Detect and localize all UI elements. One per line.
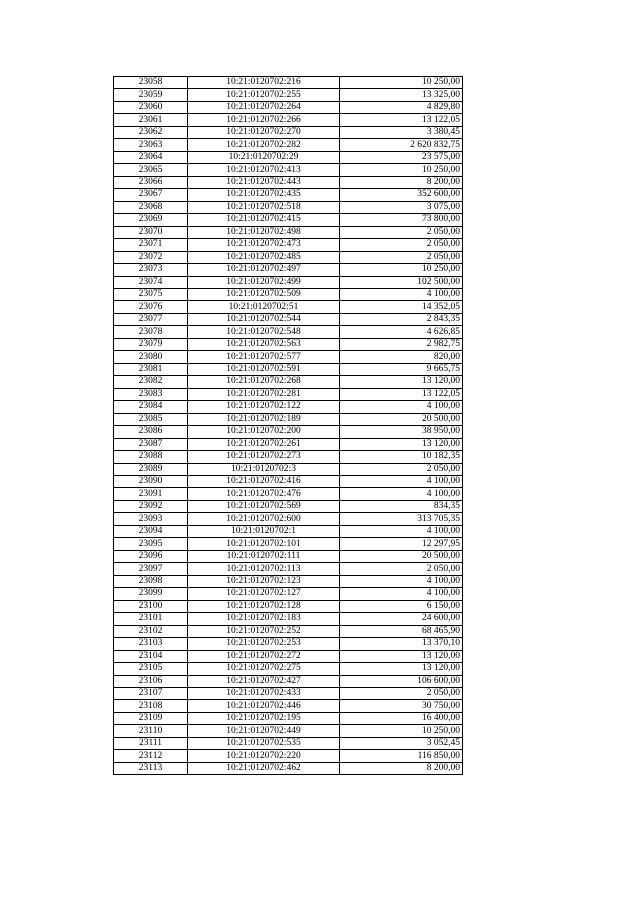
cadastral-number-cell: 10:21:0120702:272 [188, 650, 340, 662]
table-row [114, 276, 463, 288]
cadastral-number-cell: 10:21:0120702:591 [188, 363, 340, 375]
value-cell: 820,00 [340, 351, 463, 363]
cadastral-number-cell: 10:21:0120702:548 [188, 326, 340, 338]
table-row [114, 301, 463, 313]
cadastral-number-cell: 10:21:0120702:264 [188, 101, 340, 113]
row-number-cell: 23085 [114, 413, 188, 425]
cadastral-number-cell: 10:21:0120702:282 [188, 139, 340, 151]
row-number-cell: 23103 [114, 638, 188, 650]
table-row [114, 376, 463, 388]
table-row [114, 538, 463, 550]
cadastral-number-cell: 10:21:0120702:101 [188, 538, 340, 550]
table-row [114, 426, 463, 438]
table-row [114, 77, 463, 89]
table-row [114, 363, 463, 375]
table-row [114, 139, 463, 151]
cadastral-number-cell: 10:21:0120702:518 [188, 201, 340, 213]
row-number-cell: 23066 [114, 176, 188, 188]
value-cell: 4 100,00 [340, 588, 463, 600]
table-row [114, 613, 463, 625]
cadastral-number-cell: 10:21:0120702:535 [188, 737, 340, 749]
table-row [114, 762, 463, 774]
table-row [114, 725, 463, 737]
value-cell: 6 150,00 [340, 600, 463, 612]
value-cell: 3 380,45 [340, 126, 463, 138]
value-cell: 106 600,00 [340, 675, 463, 687]
value-cell: 2 050,00 [340, 687, 463, 699]
value-cell: 4 100,00 [340, 575, 463, 587]
table-row [114, 476, 463, 488]
row-number-cell: 23105 [114, 663, 188, 675]
row-number-cell: 23090 [114, 476, 188, 488]
cadastral-number-cell: 10:21:0120702:476 [188, 488, 340, 500]
row-number-cell: 23097 [114, 563, 188, 575]
row-number-cell: 23107 [114, 687, 188, 699]
table-row [114, 451, 463, 463]
value-cell: 10 250,00 [340, 264, 463, 276]
value-cell: 20 500,00 [340, 413, 463, 425]
row-number-cell: 23089 [114, 463, 188, 475]
row-number-cell: 23082 [114, 376, 188, 388]
row-number-cell: 23101 [114, 613, 188, 625]
value-cell: 13 122,05 [340, 388, 463, 400]
row-number-cell: 23099 [114, 588, 188, 600]
cadastral-number-cell: 10:21:0120702:462 [188, 762, 340, 774]
value-cell: 2 050,00 [340, 251, 463, 263]
cadastral-number-cell: 10:21:0120702:433 [188, 687, 340, 699]
table-row [114, 675, 463, 687]
row-number-cell: 23109 [114, 712, 188, 724]
cadastral-number-cell: 10:21:0120702:270 [188, 126, 340, 138]
value-cell: 13 325,00 [340, 89, 463, 101]
cadastral-number-cell: 10:21:0120702:449 [188, 725, 340, 737]
value-cell: 4 626,85 [340, 326, 463, 338]
table-row [114, 550, 463, 562]
row-number-cell: 23070 [114, 226, 188, 238]
row-number-cell: 23072 [114, 251, 188, 263]
value-cell: 313 705,35 [340, 513, 463, 525]
value-cell: 8 200,00 [340, 762, 463, 774]
table-row [114, 239, 463, 251]
row-number-cell: 23078 [114, 326, 188, 338]
row-number-cell: 23088 [114, 451, 188, 463]
cadastral-number-cell: 10:21:0120702:189 [188, 413, 340, 425]
cadastral-number-cell: 10:21:0120702:268 [188, 376, 340, 388]
value-cell: 2 620 832,75 [340, 139, 463, 151]
table-row [114, 126, 463, 138]
table-row [114, 750, 463, 762]
row-number-cell: 23079 [114, 338, 188, 350]
row-number-cell: 23065 [114, 164, 188, 176]
row-number-cell: 23086 [114, 426, 188, 438]
cadastral-number-cell: 10:21:0120702:473 [188, 239, 340, 251]
value-cell: 38 950,00 [340, 426, 463, 438]
cadastral-number-cell: 10:21:0120702:216 [188, 77, 340, 89]
cadastral-value-table [113, 76, 463, 775]
value-cell: 3 075,00 [340, 201, 463, 213]
row-number-cell: 23113 [114, 762, 188, 774]
cadastral-number-cell: 10:21:0120702:569 [188, 500, 340, 512]
row-number-cell: 23098 [114, 575, 188, 587]
value-cell: 14 352,05 [340, 301, 463, 313]
value-cell: 2 050,00 [340, 226, 463, 238]
table-row [114, 388, 463, 400]
row-number-cell: 23095 [114, 538, 188, 550]
value-cell: 352 600,00 [340, 189, 463, 201]
table-row [114, 513, 463, 525]
table-row [114, 201, 463, 213]
table-row [114, 151, 463, 163]
row-number-cell: 23084 [114, 401, 188, 413]
cadastral-number-cell: 10:21:0120702:485 [188, 251, 340, 263]
table-row [114, 101, 463, 113]
cadastral-number-cell: 10:21:0120702:253 [188, 638, 340, 650]
table-row [114, 288, 463, 300]
row-number-cell: 23081 [114, 363, 188, 375]
row-number-cell: 23102 [114, 625, 188, 637]
table-row [114, 650, 463, 662]
row-number-cell: 23100 [114, 600, 188, 612]
table-row [114, 663, 463, 675]
cadastral-number-cell: 10:21:0120702:261 [188, 438, 340, 450]
value-cell: 30 750,00 [340, 700, 463, 712]
row-number-cell: 23083 [114, 388, 188, 400]
value-cell: 10 250,00 [340, 164, 463, 176]
cadastral-number-cell: 10:21:0120702:275 [188, 663, 340, 675]
value-cell: 116 850,00 [340, 750, 463, 762]
cadastral-number-cell: 10:21:0120702:29 [188, 151, 340, 163]
table-row [114, 176, 463, 188]
table-row [114, 588, 463, 600]
cadastral-number-cell: 10:21:0120702:600 [188, 513, 340, 525]
value-cell: 13 120,00 [340, 663, 463, 675]
table-row [114, 600, 463, 612]
cadastral-number-cell: 10:21:0120702:427 [188, 675, 340, 687]
cadastral-number-cell: 10:21:0120702:200 [188, 426, 340, 438]
value-cell: 9 665,75 [340, 363, 463, 375]
table-row [114, 438, 463, 450]
row-number-cell: 23111 [114, 737, 188, 749]
row-number-cell: 23077 [114, 313, 188, 325]
table-row [114, 189, 463, 201]
cadastral-number-cell: 10:21:0120702:544 [188, 313, 340, 325]
table-row [114, 401, 463, 413]
cadastral-number-cell: 10:21:0120702:415 [188, 214, 340, 226]
table-row [114, 114, 463, 126]
cadastral-number-cell: 10:21:0120702:281 [188, 388, 340, 400]
table-row [114, 264, 463, 276]
row-number-cell: 23064 [114, 151, 188, 163]
cadastral-number-cell: 10:21:0120702:111 [188, 550, 340, 562]
row-number-cell: 23069 [114, 214, 188, 226]
cadastral-number-cell: 10:21:0120702:122 [188, 401, 340, 413]
table-row [114, 164, 463, 176]
table-row [114, 525, 463, 537]
cadastral-number-cell: 10:21:0120702:3 [188, 463, 340, 475]
table-row [114, 226, 463, 238]
cadastral-number-cell: 10:21:0120702:416 [188, 476, 340, 488]
row-number-cell: 23074 [114, 276, 188, 288]
value-cell: 20 500,00 [340, 550, 463, 562]
table-row [114, 712, 463, 724]
row-number-cell: 23058 [114, 77, 188, 89]
cadastral-number-cell: 10:21:0120702:252 [188, 625, 340, 637]
row-number-cell: 23068 [114, 201, 188, 213]
table-row [114, 625, 463, 637]
value-cell: 10 250,00 [340, 725, 463, 737]
value-cell: 23 575,00 [340, 151, 463, 163]
table-row [114, 700, 463, 712]
table-row [114, 500, 463, 512]
row-number-cell: 23063 [114, 139, 188, 151]
row-number-cell: 23108 [114, 700, 188, 712]
cadastral-number-cell: 10:21:0120702:498 [188, 226, 340, 238]
row-number-cell: 23096 [114, 550, 188, 562]
value-cell: 4 100,00 [340, 476, 463, 488]
value-cell: 4 100,00 [340, 288, 463, 300]
cadastral-number-cell: 10:21:0120702:123 [188, 575, 340, 587]
cadastral-number-cell: 10:21:0120702:51 [188, 301, 340, 313]
value-cell: 3 052,45 [340, 737, 463, 749]
row-number-cell: 23104 [114, 650, 188, 662]
cadastral-number-cell: 10:21:0120702:446 [188, 700, 340, 712]
value-cell: 2 843,35 [340, 313, 463, 325]
cadastral-number-cell: 10:21:0120702:443 [188, 176, 340, 188]
row-number-cell: 23093 [114, 513, 188, 525]
table-row [114, 575, 463, 587]
cadastral-number-cell: 10:21:0120702:220 [188, 750, 340, 762]
row-number-cell: 23071 [114, 239, 188, 251]
row-number-cell: 23106 [114, 675, 188, 687]
table-row [114, 737, 463, 749]
table-body [114, 77, 463, 775]
value-cell: 13 120,00 [340, 650, 463, 662]
table-row [114, 326, 463, 338]
value-cell: 4 100,00 [340, 401, 463, 413]
table-row [114, 251, 463, 263]
value-cell: 2 050,00 [340, 563, 463, 575]
row-number-cell: 23059 [114, 89, 188, 101]
row-number-cell: 23087 [114, 438, 188, 450]
value-cell: 73 800,00 [340, 214, 463, 226]
value-cell: 4 100,00 [340, 525, 463, 537]
row-number-cell: 23092 [114, 500, 188, 512]
row-number-cell: 23076 [114, 301, 188, 313]
table-row [114, 413, 463, 425]
cadastral-number-cell: 10:21:0120702:266 [188, 114, 340, 126]
value-cell: 68 465,90 [340, 625, 463, 637]
cadastral-number-cell: 10:21:0120702:113 [188, 563, 340, 575]
value-cell: 12 297,95 [340, 538, 463, 550]
cadastral-number-cell: 10:21:0120702:255 [188, 89, 340, 101]
value-cell: 13 122,05 [340, 114, 463, 126]
table-row [114, 638, 463, 650]
table-row [114, 563, 463, 575]
value-cell: 2 982,75 [340, 338, 463, 350]
cadastral-number-cell: 10:21:0120702:127 [188, 588, 340, 600]
cadastral-number-cell: 10:21:0120702:563 [188, 338, 340, 350]
row-number-cell: 23075 [114, 288, 188, 300]
cadastral-number-cell: 10:21:0120702:1 [188, 525, 340, 537]
value-cell: 13 120,00 [340, 376, 463, 388]
value-cell: 2 050,00 [340, 463, 463, 475]
row-number-cell: 23067 [114, 189, 188, 201]
table-row [114, 351, 463, 363]
value-cell: 13 120,00 [340, 438, 463, 450]
table-row [114, 89, 463, 101]
cadastral-number-cell: 10:21:0120702:195 [188, 712, 340, 724]
row-number-cell: 23060 [114, 101, 188, 113]
cadastral-number-cell: 10:21:0120702:183 [188, 613, 340, 625]
value-cell: 16 400,00 [340, 712, 463, 724]
table-row [114, 214, 463, 226]
table-row [114, 338, 463, 350]
value-cell: 24 600,00 [340, 613, 463, 625]
cadastral-number-cell: 10:21:0120702:577 [188, 351, 340, 363]
value-cell: 834,35 [340, 500, 463, 512]
row-number-cell: 23062 [114, 126, 188, 138]
row-number-cell: 23112 [114, 750, 188, 762]
value-cell: 4 100,00 [340, 488, 463, 500]
cadastral-number-cell: 10:21:0120702:499 [188, 276, 340, 288]
cadastral-number-cell: 10:21:0120702:128 [188, 600, 340, 612]
value-cell: 13 370,10 [340, 638, 463, 650]
row-number-cell: 23073 [114, 264, 188, 276]
table-row [114, 313, 463, 325]
value-cell: 8 200,00 [340, 176, 463, 188]
row-number-cell: 23061 [114, 114, 188, 126]
table-row [114, 488, 463, 500]
row-number-cell: 23080 [114, 351, 188, 363]
table-row [114, 463, 463, 475]
cadastral-number-cell: 10:21:0120702:497 [188, 264, 340, 276]
value-cell: 2 050,00 [340, 239, 463, 251]
row-number-cell: 23094 [114, 525, 188, 537]
row-number-cell: 23110 [114, 725, 188, 737]
row-number-cell: 23091 [114, 488, 188, 500]
cadastral-number-cell: 10:21:0120702:509 [188, 288, 340, 300]
cadastral-number-cell: 10:21:0120702:273 [188, 451, 340, 463]
value-cell: 4 829,80 [340, 101, 463, 113]
cadastral-number-cell: 10:21:0120702:435 [188, 189, 340, 201]
cadastral-number-cell: 10:21:0120702:413 [188, 164, 340, 176]
value-cell: 10 182,35 [340, 451, 463, 463]
value-cell: 10 250,00 [340, 77, 463, 89]
table-row [114, 687, 463, 699]
value-cell: 102 500,00 [340, 276, 463, 288]
